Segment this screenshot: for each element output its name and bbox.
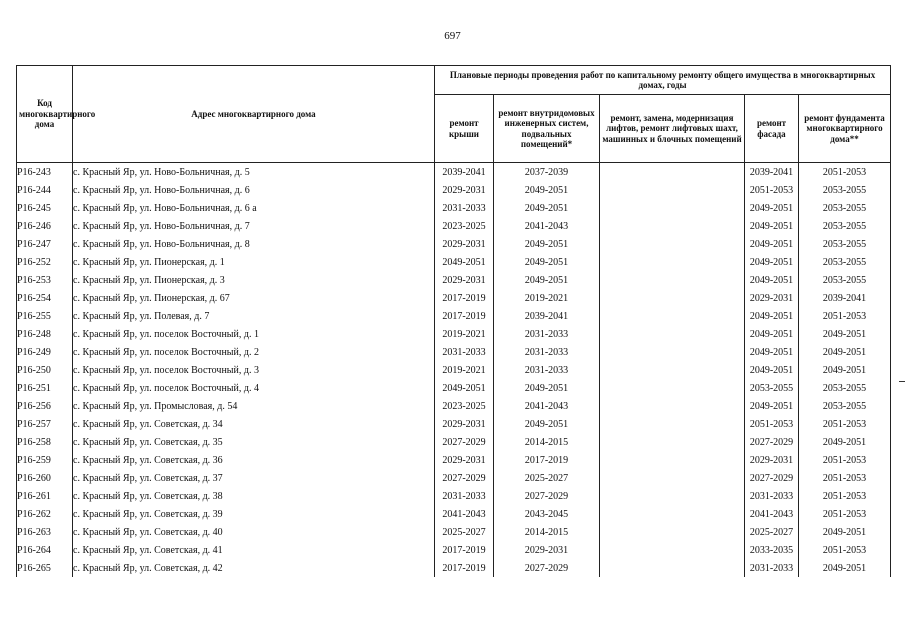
cell-facade: 2049-2051 bbox=[745, 397, 799, 415]
table-row bbox=[17, 559, 891, 577]
cell-roof: 2017-2019 bbox=[435, 307, 494, 325]
cell-engineering: 2027-2029 bbox=[494, 559, 600, 577]
cell-elevator bbox=[600, 451, 745, 469]
cell-code: P16-253 bbox=[17, 271, 73, 289]
cell-elevator bbox=[600, 181, 745, 199]
cell-facade: 2049-2051 bbox=[745, 325, 799, 343]
cell-foundation: 2051-2053 bbox=[799, 307, 891, 325]
edge-mark bbox=[899, 381, 905, 382]
cell-code: P16-249 bbox=[17, 343, 73, 361]
table-body bbox=[17, 163, 891, 578]
cell-facade: 2029-2031 bbox=[745, 289, 799, 307]
cell-facade: 2049-2051 bbox=[745, 307, 799, 325]
cell-elevator bbox=[600, 433, 745, 451]
header-engineering: ремонт внутридомовых инженерных систем, подвальных помещений* bbox=[494, 95, 600, 163]
cell-roof: 2027-2029 bbox=[435, 469, 494, 487]
cell-facade: 2033-2035 bbox=[745, 541, 799, 559]
cell-address: с. Красный Яр, ул. Советская, д. 39 bbox=[73, 505, 435, 523]
cell-address: с. Красный Яр, ул. Пионерская, д. 3 bbox=[73, 271, 435, 289]
cell-roof: 2017-2019 bbox=[435, 541, 494, 559]
cell-engineering: 2049-2051 bbox=[494, 181, 600, 199]
cell-facade: 2051-2053 bbox=[745, 181, 799, 199]
cell-engineering: 2031-2033 bbox=[494, 343, 600, 361]
cell-facade: 2041-2043 bbox=[745, 505, 799, 523]
cell-engineering: 2031-2033 bbox=[494, 361, 600, 379]
cell-elevator bbox=[600, 253, 745, 271]
cell-address: с. Красный Яр, ул. Ново-Больничная, д. 5 bbox=[73, 163, 435, 182]
cell-engineering: 2041-2043 bbox=[494, 217, 600, 235]
cell-roof: 2019-2021 bbox=[435, 325, 494, 343]
cell-code: P16-261 bbox=[17, 487, 73, 505]
cell-roof: 2029-2031 bbox=[435, 415, 494, 433]
page-number: 697 bbox=[444, 30, 461, 42]
table-row bbox=[17, 541, 891, 559]
cell-foundation: 2053-2055 bbox=[799, 271, 891, 289]
cell-address: с. Красный Яр, ул. Ново-Больничная, д. 6 bbox=[73, 181, 435, 199]
cell-elevator bbox=[600, 523, 745, 541]
table-row bbox=[17, 469, 891, 487]
cell-engineering: 2049-2051 bbox=[494, 415, 600, 433]
cell-address: с. Красный Яр, ул. Советская, д. 36 bbox=[73, 451, 435, 469]
cell-foundation: 2051-2053 bbox=[799, 469, 891, 487]
cell-roof: 2017-2019 bbox=[435, 289, 494, 307]
cell-roof: 2041-2043 bbox=[435, 505, 494, 523]
cell-elevator bbox=[600, 361, 745, 379]
cell-engineering: 2043-2045 bbox=[494, 505, 600, 523]
cell-engineering: 2017-2019 bbox=[494, 451, 600, 469]
cell-roof: 2027-2029 bbox=[435, 433, 494, 451]
cell-address: с. Красный Яр, ул. Советская, д. 34 bbox=[73, 415, 435, 433]
cell-roof: 2029-2031 bbox=[435, 181, 494, 199]
cell-facade: 2049-2051 bbox=[745, 361, 799, 379]
cell-foundation: 2049-2051 bbox=[799, 325, 891, 343]
cell-elevator bbox=[600, 289, 745, 307]
cell-engineering: 2025-2027 bbox=[494, 469, 600, 487]
cell-roof: 2023-2025 bbox=[435, 397, 494, 415]
cell-foundation: 2053-2055 bbox=[799, 235, 891, 253]
cell-elevator bbox=[600, 163, 745, 182]
cell-address: с. Красный Яр, ул. поселок Восточный, д. 2 bbox=[73, 343, 435, 361]
cell-code: P16-248 bbox=[17, 325, 73, 343]
cell-code: P16-243 bbox=[17, 163, 73, 182]
cell-facade: 2049-2051 bbox=[745, 343, 799, 361]
cell-address: с. Красный Яр, ул. поселок Восточный, д. 1 bbox=[73, 325, 435, 343]
cell-foundation: 2053-2055 bbox=[799, 217, 891, 235]
cell-facade: 2049-2051 bbox=[745, 271, 799, 289]
cell-roof: 2031-2033 bbox=[435, 199, 494, 217]
cell-code: P16-252 bbox=[17, 253, 73, 271]
cell-facade: 2031-2033 bbox=[745, 559, 799, 577]
cell-roof: 2025-2027 bbox=[435, 523, 494, 541]
table-row bbox=[17, 523, 891, 541]
cell-engineering: 2049-2051 bbox=[494, 271, 600, 289]
cell-address: с. Красный Яр, ул. Советская, д. 40 bbox=[73, 523, 435, 541]
cell-roof: 2039-2041 bbox=[435, 163, 494, 182]
table-row bbox=[17, 253, 891, 271]
cell-code: P16-257 bbox=[17, 415, 73, 433]
table-row bbox=[17, 415, 891, 433]
cell-engineering: 2014-2015 bbox=[494, 433, 600, 451]
table-row bbox=[17, 325, 891, 343]
cell-elevator bbox=[600, 541, 745, 559]
cell-address: с. Красный Яр, ул. Промысловая, д. 54 bbox=[73, 397, 435, 415]
cell-facade: 2027-2029 bbox=[745, 433, 799, 451]
cell-code: P16-244 bbox=[17, 181, 73, 199]
cell-roof: 2049-2051 bbox=[435, 379, 494, 397]
cell-elevator bbox=[600, 307, 745, 325]
cell-foundation: 2051-2053 bbox=[799, 415, 891, 433]
cell-foundation: 2049-2051 bbox=[799, 559, 891, 577]
cell-roof: 2023-2025 bbox=[435, 217, 494, 235]
cell-code: P16-260 bbox=[17, 469, 73, 487]
cell-facade: 2053-2055 bbox=[745, 379, 799, 397]
cell-foundation: 2053-2055 bbox=[799, 379, 891, 397]
cell-engineering: 2049-2051 bbox=[494, 235, 600, 253]
cell-roof: 2031-2033 bbox=[435, 487, 494, 505]
cell-elevator bbox=[600, 487, 745, 505]
cell-address: с. Красный Яр, ул. Ново-Больничная, д. 7 bbox=[73, 217, 435, 235]
header-elevator: ремонт, замена, модернизация лифтов, ремонт лифтовых шахт, машинных и блочных помещений bbox=[600, 95, 745, 163]
cell-elevator bbox=[600, 199, 745, 217]
cell-roof: 2029-2031 bbox=[435, 235, 494, 253]
cell-code: P16-254 bbox=[17, 289, 73, 307]
cell-facade: 2029-2031 bbox=[745, 451, 799, 469]
cell-facade: 2031-2033 bbox=[745, 487, 799, 505]
cell-address: с. Красный Яр, ул. Ново-Больничная, д. 6 а bbox=[73, 199, 435, 217]
table-row bbox=[17, 487, 891, 505]
cell-code: P16-245 bbox=[17, 199, 73, 217]
table-row bbox=[17, 217, 891, 235]
table-row bbox=[17, 433, 891, 451]
table-row bbox=[17, 307, 891, 325]
cell-foundation: 2039-2041 bbox=[799, 289, 891, 307]
cell-address: с. Красный Яр, ул. Ново-Больничная, д. 8 bbox=[73, 235, 435, 253]
cell-address: с. Красный Яр, ул. Советская, д. 35 bbox=[73, 433, 435, 451]
cell-foundation: 2051-2053 bbox=[799, 505, 891, 523]
cell-code: P16-247 bbox=[17, 235, 73, 253]
cell-address: с. Красный Яр, ул. поселок Восточный, д. 4 bbox=[73, 379, 435, 397]
table-row bbox=[17, 235, 891, 253]
table-row bbox=[17, 289, 891, 307]
cell-engineering: 2027-2029 bbox=[494, 487, 600, 505]
cell-address: с. Красный Яр, ул. Полевая, д. 7 bbox=[73, 307, 435, 325]
cell-code: P16-262 bbox=[17, 505, 73, 523]
cell-engineering: 2019-2021 bbox=[494, 289, 600, 307]
table-row bbox=[17, 451, 891, 469]
cell-roof: 2017-2019 bbox=[435, 559, 494, 577]
table-row bbox=[17, 181, 891, 199]
cell-code: P16-258 bbox=[17, 433, 73, 451]
cell-elevator bbox=[600, 235, 745, 253]
cell-elevator bbox=[600, 217, 745, 235]
table-row bbox=[17, 271, 891, 289]
cell-roof: 2029-2031 bbox=[435, 451, 494, 469]
cell-address: с. Красный Яр, ул. Пионерская, д. 67 bbox=[73, 289, 435, 307]
cell-address: с. Красный Яр, ул. Советская, д. 42 bbox=[73, 559, 435, 577]
cell-elevator bbox=[600, 271, 745, 289]
cell-engineering: 2049-2051 bbox=[494, 379, 600, 397]
cell-code: P16-263 bbox=[17, 523, 73, 541]
header-foundation: ремонт фундамента многоквартирного дома** bbox=[799, 95, 891, 163]
cell-address: с. Красный Яр, ул. Советская, д. 37 bbox=[73, 469, 435, 487]
cell-elevator bbox=[600, 469, 745, 487]
cell-foundation: 2051-2053 bbox=[799, 451, 891, 469]
cell-foundation: 2053-2055 bbox=[799, 397, 891, 415]
table-row bbox=[17, 343, 891, 361]
cell-foundation: 2049-2051 bbox=[799, 523, 891, 541]
cell-code: P16-264 bbox=[17, 541, 73, 559]
table-row bbox=[17, 199, 891, 217]
cell-foundation: 2049-2051 bbox=[799, 343, 891, 361]
table-row bbox=[17, 379, 891, 397]
cell-code: P16-246 bbox=[17, 217, 73, 235]
header-roof: ремонт крыши bbox=[435, 95, 494, 163]
cell-address: с. Красный Яр, ул. поселок Восточный, д. 3 bbox=[73, 361, 435, 379]
cell-facade: 2049-2051 bbox=[745, 217, 799, 235]
cell-foundation: 2049-2051 bbox=[799, 433, 891, 451]
cell-facade: 2049-2051 bbox=[745, 199, 799, 217]
cell-elevator bbox=[600, 559, 745, 577]
capital-repair-schedule-table bbox=[16, 65, 891, 577]
cell-code: P16-255 bbox=[17, 307, 73, 325]
header-periods: Плановые периоды проведения работ по капитальному ремонту общего имущества в многоквартирных домах, годы bbox=[435, 66, 891, 95]
header-facade: ремонт фасада bbox=[745, 95, 799, 163]
cell-engineering: 2014-2015 bbox=[494, 523, 600, 541]
cell-address: с. Красный Яр, ул. Советская, д. 41 bbox=[73, 541, 435, 559]
cell-facade: 2051-2053 bbox=[745, 415, 799, 433]
table-row bbox=[17, 397, 891, 415]
cell-elevator bbox=[600, 397, 745, 415]
cell-code: P16-265 bbox=[17, 559, 73, 577]
table-row bbox=[17, 361, 891, 379]
cell-foundation: 2053-2055 bbox=[799, 181, 891, 199]
cell-engineering: 2041-2043 bbox=[494, 397, 600, 415]
cell-facade: 2025-2027 bbox=[745, 523, 799, 541]
cell-engineering: 2049-2051 bbox=[494, 253, 600, 271]
header-address: Адрес многоквартирного дома bbox=[73, 66, 435, 163]
table-row bbox=[17, 505, 891, 523]
cell-foundation: 2053-2055 bbox=[799, 199, 891, 217]
cell-elevator bbox=[600, 343, 745, 361]
cell-engineering: 2039-2041 bbox=[494, 307, 600, 325]
table-row bbox=[17, 163, 891, 182]
cell-roof: 2029-2031 bbox=[435, 271, 494, 289]
cell-engineering: 2049-2051 bbox=[494, 199, 600, 217]
cell-engineering: 2029-2031 bbox=[494, 541, 600, 559]
cell-engineering: 2031-2033 bbox=[494, 325, 600, 343]
cell-foundation: 2051-2053 bbox=[799, 541, 891, 559]
cell-facade: 2049-2051 bbox=[745, 235, 799, 253]
cell-elevator bbox=[600, 379, 745, 397]
cell-facade: 2039-2041 bbox=[745, 163, 799, 182]
cell-elevator bbox=[600, 505, 745, 523]
cell-foundation: 2051-2053 bbox=[799, 487, 891, 505]
cell-code: P16-250 bbox=[17, 361, 73, 379]
cell-elevator bbox=[600, 415, 745, 433]
cell-roof: 2031-2033 bbox=[435, 343, 494, 361]
header-code: Код многоквартирного дома bbox=[17, 66, 73, 163]
cell-engineering: 2037-2039 bbox=[494, 163, 600, 182]
cell-facade: 2049-2051 bbox=[745, 253, 799, 271]
cell-code: P16-251 bbox=[17, 379, 73, 397]
cell-address: с. Красный Яр, ул. Пионерская, д. 1 bbox=[73, 253, 435, 271]
cell-roof: 2049-2051 bbox=[435, 253, 494, 271]
cell-code: P16-256 bbox=[17, 397, 73, 415]
cell-elevator bbox=[600, 325, 745, 343]
cell-foundation: 2051-2053 bbox=[799, 163, 891, 182]
cell-address: с. Красный Яр, ул. Советская, д. 38 bbox=[73, 487, 435, 505]
cell-foundation: 2053-2055 bbox=[799, 253, 891, 271]
cell-roof: 2019-2021 bbox=[435, 361, 494, 379]
cell-facade: 2027-2029 bbox=[745, 469, 799, 487]
cell-code: P16-259 bbox=[17, 451, 73, 469]
cell-foundation: 2049-2051 bbox=[799, 361, 891, 379]
